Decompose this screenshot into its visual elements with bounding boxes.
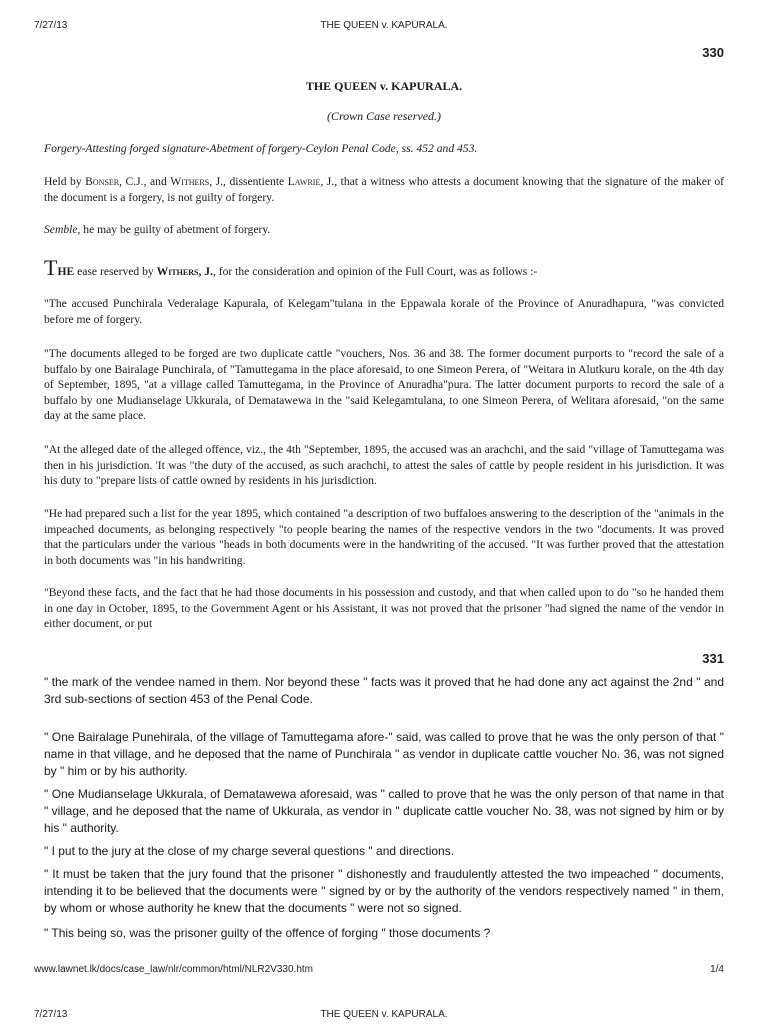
semble-paragraph bbox=[44, 222, 724, 238]
print-header-date: 7/27/13 bbox=[34, 1009, 68, 1020]
semble-text: , he may be guilty of abetment of forgery. bbox=[77, 223, 271, 236]
body-paragraph-5: "Beyond these facts, and the fact that he had those documents in his possession and custody, and that when called upon to do "so he handed them in one day in October, 1895, to the Government Agent or his Assistant, it was not proved that the prisoner "had signed the name of the vendor in either document, or put bbox=[44, 586, 724, 630]
held-text: , and bbox=[143, 175, 171, 188]
intro-text: ease reserved by bbox=[74, 265, 157, 278]
drop-cap-rest: HE bbox=[57, 265, 75, 278]
body-paragraph-1: "The accused Punchirala Vederalage Kapurala, of Kelegam"tulana in the Eppawala korale of the Province of Anuradhapura, "was convicted before me of forgery. bbox=[44, 297, 724, 326]
page-number: 331 bbox=[702, 651, 724, 666]
footer-url: www.lawnet.lk/docs/case_law/nlr/common/html/NLR2V330.htm bbox=[34, 964, 313, 975]
semble-word: Semble bbox=[44, 223, 78, 236]
held-paragraph bbox=[44, 174, 724, 205]
body-paragraph-2: "The documents alleged to be forged are two duplicate cattle "vouchers, Nos. 36 and 38. The former document purports to "record the sale of a buffalo by one Bairalage Punchirala, of "Tamuttegama in the place aforesaid, to one Simeon Perera, of "Weitara in Alutkuru korale, on the 4th day of September, 1895, "at a village called Tamuttegama, in the Province of Anuradha"pura. The latter document purports to record the sale of a buffalo by one Mudianselage Ukkurala, of Dematawewa in the "said Kelegamtulana, to one Simeon Perera, of Welitara aforesaid, "on the same day at the same place. bbox=[44, 347, 724, 422]
body-paragraph-4: "He had prepared such a list for the year 1895, which contained "a description of two buffaloes answering to the description of the "animals in the impeached documents, as belonging respectively "to people bearing the names of the respective vendors in the two "documents. It was proved that the particulars under the various "heads in both documents were in the handwriting of the accused. "It was further proved that the attestation in both documents was "in his handwriting. bbox=[44, 507, 724, 567]
body-paragraph-9: " I put to the jury at the close of my charge several questions " and directions. bbox=[44, 844, 455, 858]
case-subtitle: (Crown Case reserved.) bbox=[326, 109, 442, 123]
held-text: , that a witness who attests a document knowing that the signature of the maker of the document is a forgery, is not guilty of forgery. bbox=[44, 175, 724, 204]
judge-name: Bonser, C.J. bbox=[85, 175, 144, 188]
page-number: 330 bbox=[702, 45, 724, 60]
intro-text: , for the consideration and opinion of the Full Court, was as follows :- bbox=[212, 265, 538, 278]
body-paragraph-6: " the mark of the vendee named in them. Nor beyond these " facts was it proved that he had done any act against the 2nd " and 3rd sub-sections of section 453 of the Penal Code. bbox=[44, 675, 724, 706]
print-header-date: 7/27/13 bbox=[34, 20, 68, 31]
headnote: Forgery-Attesting forged signature-Abetment of forgery-Ceylon Penal Code, ss. 452 and 453. bbox=[44, 142, 478, 155]
judge-name: Withers, J. bbox=[156, 265, 213, 278]
intro-paragraph bbox=[44, 255, 724, 280]
drop-cap: T bbox=[44, 255, 58, 280]
judge-name: Withers, J. bbox=[170, 175, 224, 188]
judge-name: Lawrie, J. bbox=[287, 175, 335, 188]
print-header-title: THE QUEEN v. KAPURALA. bbox=[320, 20, 448, 31]
footer-page-count: 1/4 bbox=[710, 964, 724, 975]
case-title: THE QUEEN v. KAPURALA. bbox=[305, 79, 463, 93]
body-paragraph-10: " It must be taken that the jury found that the prisoner " dishonestly and fraudulently attested the two impeached " documents, intending it to be believed that the documents were " signed by or by the authority of the vendors respectively named " in them, by whom or whose authority he knew that the documents " were not so signed. bbox=[44, 867, 724, 915]
body-paragraph-7: " One Bairalage Punehirala, of the village of Tamuttegama afore-" said, was called to prove that he was the only person of that " name in that village, and he deposed that the name of Punchirala " as vendor in duplicate cattle voucher No. 36, was not signed by " him or by his authority. bbox=[44, 730, 724, 778]
body-paragraph-8: " One Mudianselage Ukkurala, of Dematawewa aforesaid, was " called to prove that he was the only person of that name in that " village, and he deposed that the name of Ukkurala, as vendor in " duplicate cattle voucher No. 38, was not signed by him or by his " authority. bbox=[44, 787, 724, 835]
held-text: Held by bbox=[44, 175, 86, 188]
print-header-title: THE QUEEN v. KAPURALA. bbox=[320, 1009, 448, 1020]
body-paragraph-3: "At the alleged date of the alleged offence, viz., the 4th "September, 1895, the accused was an arachchi, and the said "village of Tamuttegama was then in his jurisdiction. 'It was "the duty of the accused, as such arachchi, to attest the sales of cattle by people resident in his jurisdiction. It was his duty to "prepare lists of cattle owned by residents in his jurisdiction. bbox=[44, 443, 724, 487]
body-paragraph-11: " This being so, was the prisoner guilty of the offence of forging " those documents ? bbox=[44, 926, 491, 940]
held-text: , dissentiente bbox=[223, 175, 288, 188]
